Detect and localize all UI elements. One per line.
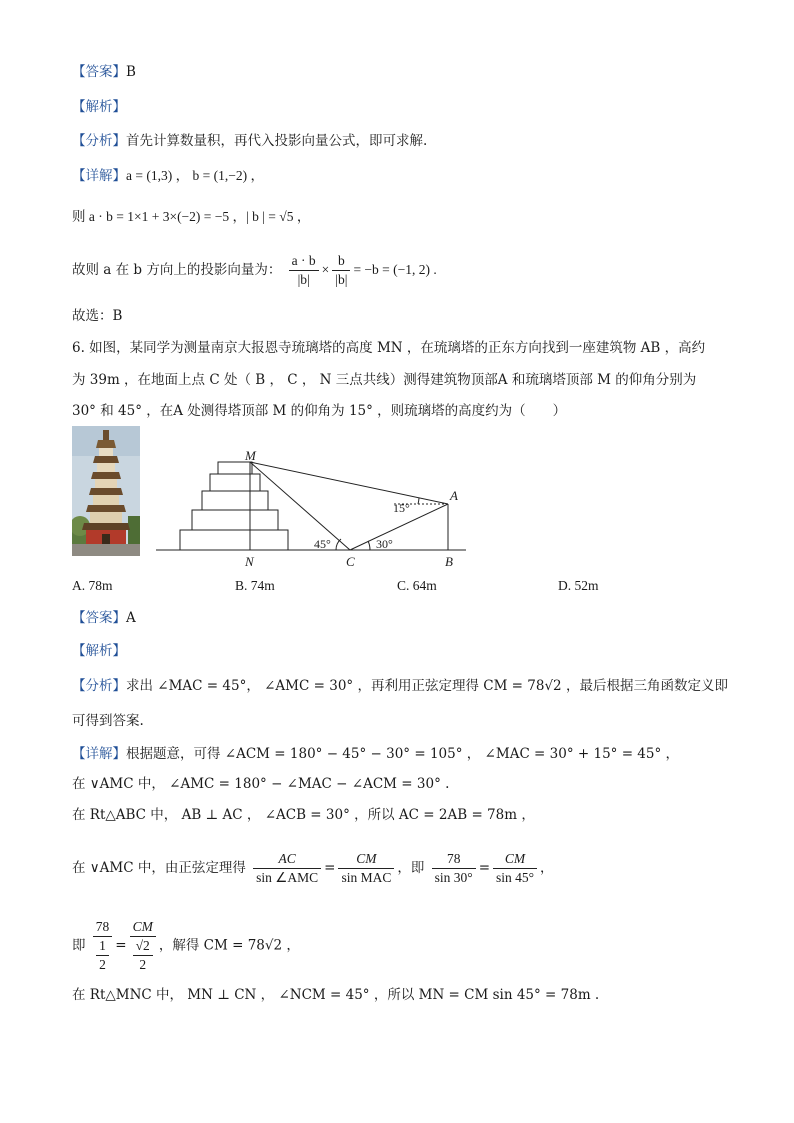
label-C: C bbox=[346, 554, 355, 569]
projection-fraction-1 bbox=[289, 252, 319, 289]
fraction-denominator bbox=[93, 937, 113, 974]
detail-line-2: 在 ∨AMC 中， ∠AMC = 180° − ∠MAC − ∠ACM = 30° . bbox=[72, 776, 450, 792]
tower-diagram bbox=[150, 444, 470, 574]
detail-post: ， bbox=[540, 860, 554, 876]
vector-definition: a = (1,3) ， b = (1,−2) ， bbox=[126, 168, 264, 183]
sine-fraction-4 bbox=[493, 850, 537, 887]
fraction-numerator: CM bbox=[338, 850, 394, 869]
complex-fraction-1 bbox=[93, 918, 113, 974]
analysis-tag: 【解析】 bbox=[72, 99, 126, 115]
fraction-numerator: CM bbox=[130, 918, 156, 937]
projection-line bbox=[72, 252, 437, 289]
inner-numerator: √2 bbox=[133, 937, 153, 956]
projection-text: 故则 a 在 b 方向上的投影向量为： bbox=[72, 262, 282, 278]
fraction-numerator: CM bbox=[493, 850, 537, 869]
inner-denominator: 2 bbox=[99, 957, 106, 972]
tower-tier-3 bbox=[202, 491, 268, 510]
xiangjie-tag: 【详解】 bbox=[72, 746, 126, 762]
answer-tag: 【答案】 bbox=[72, 64, 126, 80]
option-c: C. 64m bbox=[397, 578, 437, 593]
detail-text-1: 根据题意，可得 ∠ACM = 180° − 45° − 30° = 105° ， ∠MAC = 30° + 15° = 45° ， bbox=[126, 746, 680, 762]
inner-fraction bbox=[133, 937, 153, 974]
times-sign: × bbox=[321, 262, 330, 277]
detail-text-5: 即 bbox=[72, 937, 86, 954]
angle-label-30: 30° bbox=[376, 537, 393, 551]
detail-text-4: 在 ∨AMC 中，由正弦定理得 bbox=[72, 860, 246, 876]
answer-line bbox=[72, 608, 136, 628]
fenxi-tag: 【分析】 bbox=[72, 133, 126, 149]
angle-label-45: 45° bbox=[314, 537, 331, 551]
detail-post-5: ，解得 CM = 78√2 ， bbox=[158, 937, 300, 954]
fraction-numerator: a · b bbox=[289, 252, 319, 271]
dot-product-line: 则 a · b = 1×1 + 3×(−2) = −5 ，| b | = √5 ， bbox=[72, 209, 311, 224]
fraction-denominator: |b| bbox=[335, 272, 348, 287]
option-d: D. 52m bbox=[558, 578, 599, 593]
fraction-numerator: AC bbox=[253, 850, 321, 869]
fenxi-line-prev bbox=[72, 131, 427, 151]
inner-fraction bbox=[96, 937, 109, 974]
segment-MA bbox=[250, 462, 448, 504]
pagoda-photo bbox=[72, 426, 140, 556]
detail-mid: ，即 bbox=[397, 860, 425, 876]
label-N: N bbox=[245, 554, 254, 569]
fraction-numerator: 78 bbox=[432, 850, 476, 869]
fraction-numerator: b bbox=[332, 252, 350, 271]
fenxi-text: 求出 ∠MAC = 45°， ∠AMC = 30° ，再利用正弦定理得 CM = 78√2 ，最后根据三角函数定义即 bbox=[126, 678, 728, 694]
inner-numerator: 1 bbox=[96, 937, 109, 956]
complex-fraction-2 bbox=[130, 918, 156, 974]
inner-denominator: 2 bbox=[139, 957, 147, 972]
question-line-1: 6. 如图，某同学为测量南京大报恩寺琉璃塔的高度 MN ，在琉璃塔的正东方向找到一座建筑物 AB ，高约 bbox=[72, 340, 706, 356]
segment-MC bbox=[250, 462, 350, 550]
fraction-denominator: sin MAC bbox=[341, 870, 392, 885]
sine-fraction-2 bbox=[338, 850, 394, 887]
xiangjie-line-prev bbox=[72, 166, 264, 186]
answer-value: B bbox=[126, 64, 136, 80]
fraction-denominator: |b| bbox=[297, 272, 310, 287]
angle-arc-30 bbox=[368, 541, 370, 550]
tower-tier-4 bbox=[210, 474, 260, 491]
question-line-3: 30° 和 45° ，在A 处测得塔顶部 M 的仰角为 15° ，则琉璃塔的高度约为（ ） bbox=[72, 403, 567, 419]
tower-tier-5 bbox=[218, 462, 252, 474]
analysis-tag: 【解析】 bbox=[72, 643, 126, 659]
fenxi-line bbox=[72, 676, 728, 696]
angle-arc-15 bbox=[418, 498, 419, 504]
fraction-denominator: sin 45° bbox=[496, 870, 535, 885]
fraction-numerator: 78 bbox=[93, 918, 113, 937]
label-A: A bbox=[450, 488, 458, 503]
choose-line-prev: 故选：B bbox=[72, 308, 123, 324]
xiangjie-tag: 【详解】 bbox=[72, 168, 126, 184]
fenxi-tag: 【分析】 bbox=[72, 678, 126, 694]
detail-line-1 bbox=[72, 744, 679, 764]
answer-tag: 【答案】 bbox=[72, 610, 126, 626]
fraction-denominator: sin 30° bbox=[434, 870, 473, 885]
question-line-2: 为 39m ，在地面上点 C 处（ B ， C ， N 三点共线）测得建筑物顶部A 和琉璃塔顶部 M 的仰角分别为 bbox=[72, 372, 697, 388]
projection-result: = −b = (−1, 2) . bbox=[353, 262, 437, 277]
tower-tier-1 bbox=[180, 530, 288, 550]
detail-line-5: 即 $\frac{78}{\frac{1}{2}}$ = $\frac{CM}{\frac{√2}{2}}$ ，解得 CM = 78√2 ， bbox=[72, 919, 300, 972]
angle-label-15: 15° bbox=[393, 501, 410, 515]
sine-fraction-1 bbox=[253, 850, 321, 887]
label-M: M bbox=[245, 448, 256, 463]
detail-line-4: 在 ∨AMC 中，由正弦定理得 $\frac{AC}{\text{sin ∠AMC}}$ = $\frac{CM}{\text{sin MAC}}$ ，即 $\frac{78}{\sin 30^\circ}$ = $\frac{CM}{\sin 45^\circ}$ ， bbox=[72, 851, 554, 885]
answer-value: A bbox=[126, 610, 136, 626]
tower-tier-2 bbox=[192, 510, 278, 530]
sine-fraction-3 bbox=[432, 850, 476, 887]
fenxi-line-2: 可得到答案. bbox=[72, 713, 144, 729]
answer-line-prev bbox=[72, 62, 136, 82]
detail-line-3: 在 Rt△ABC 中， AB ⊥ AC ， ∠ACB = 30° ，所以 AC = 2AB = 78m ， bbox=[72, 807, 535, 823]
option-b: B. 74m bbox=[235, 578, 275, 593]
label-B: B bbox=[445, 554, 453, 569]
fraction-denominator: sin ∠AMC bbox=[256, 870, 319, 885]
option-a: A. 78m bbox=[72, 578, 113, 593]
detail-line-6: 在 Rt△MNC 中， MN ⊥ CN ， ∠NCM = 45° ，所以 MN = CM sin 45° = 78m . bbox=[72, 987, 600, 1003]
fenxi-text: 首先计算数量积，再代入投影向量公式，即可求解. bbox=[126, 133, 428, 149]
fraction-denominator bbox=[130, 937, 156, 974]
angle-arc-45 bbox=[336, 539, 341, 550]
projection-fraction-2 bbox=[332, 252, 350, 289]
